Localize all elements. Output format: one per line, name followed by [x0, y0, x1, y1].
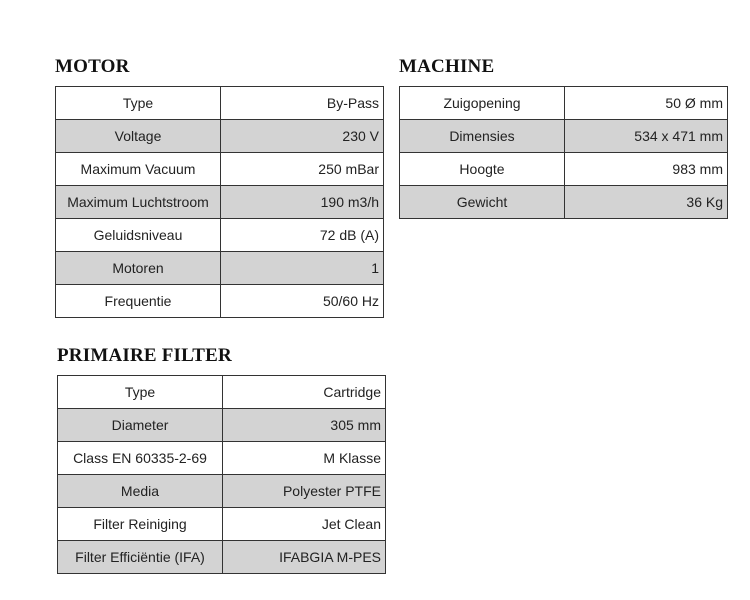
table-row — [56, 153, 384, 186]
table-row — [58, 442, 386, 475]
spec-label: Zuigopening — [400, 87, 565, 120]
spec-value: Jet Clean — [223, 508, 386, 541]
machine-section — [399, 56, 728, 219]
spec-label: Type — [56, 87, 221, 120]
spec-value: 250 mBar — [221, 153, 384, 186]
spec-value: 50/60 Hz — [221, 285, 384, 318]
spec-label: Class EN 60335-2-69 — [58, 442, 223, 475]
motor-section — [55, 56, 384, 318]
table-row — [58, 376, 386, 409]
spec-value: 534 x 471 mm — [565, 120, 728, 153]
table-row — [56, 87, 384, 120]
spec-label: Type — [58, 376, 223, 409]
table-row — [58, 508, 386, 541]
table-row — [56, 219, 384, 252]
spec-value: By-Pass — [221, 87, 384, 120]
spec-value: 983 mm — [565, 153, 728, 186]
spec-value: 72 dB (A) — [221, 219, 384, 252]
primaire-filter-spec-table — [57, 375, 386, 574]
table-row — [56, 120, 384, 153]
table-row — [400, 186, 728, 219]
spec-label: Hoogte — [400, 153, 565, 186]
spec-value: 50 Ø mm — [565, 87, 728, 120]
spec-value: 190 m3/h — [221, 186, 384, 219]
spec-label: Gewicht — [400, 186, 565, 219]
table-row — [400, 120, 728, 153]
table-row — [58, 541, 386, 574]
spec-label: Geluidsniveau — [56, 219, 221, 252]
primaire-filter-section — [57, 345, 386, 574]
table-row — [56, 186, 384, 219]
table-row — [400, 87, 728, 120]
table-row — [56, 252, 384, 285]
spec-value: Cartridge — [223, 376, 386, 409]
spec-value: IFABGIA M-PES — [223, 541, 386, 574]
table-row — [56, 285, 384, 318]
table-row — [400, 153, 728, 186]
machine-spec-table — [399, 86, 728, 219]
spec-label: Voltage — [56, 120, 221, 153]
spec-label: Filter Efficiëntie (IFA) — [58, 541, 223, 574]
spec-value: Polyester PTFE — [223, 475, 386, 508]
spec-label: Maximum Vacuum — [56, 153, 221, 186]
spec-label: Frequentie — [56, 285, 221, 318]
table-row — [58, 475, 386, 508]
machine-heading: MACHINE — [399, 56, 495, 77]
motor-spec-table — [55, 86, 384, 318]
spec-label: Maximum Luchtstroom — [56, 186, 221, 219]
spec-label: Filter Reiniging — [58, 508, 223, 541]
spec-value: 230 V — [221, 120, 384, 153]
spec-label: Motoren — [56, 252, 221, 285]
spec-value: M Klasse — [223, 442, 386, 475]
spec-value: 36 Kg — [565, 186, 728, 219]
primaire-filter-heading: PRIMAIRE FILTER — [57, 345, 232, 366]
spec-value: 305 mm — [223, 409, 386, 442]
table-row — [58, 409, 386, 442]
spec-value: 1 — [221, 252, 384, 285]
spec-label: Media — [58, 475, 223, 508]
spec-label: Diameter — [58, 409, 223, 442]
spec-label: Dimensies — [400, 120, 565, 153]
motor-heading: MOTOR — [55, 56, 130, 77]
